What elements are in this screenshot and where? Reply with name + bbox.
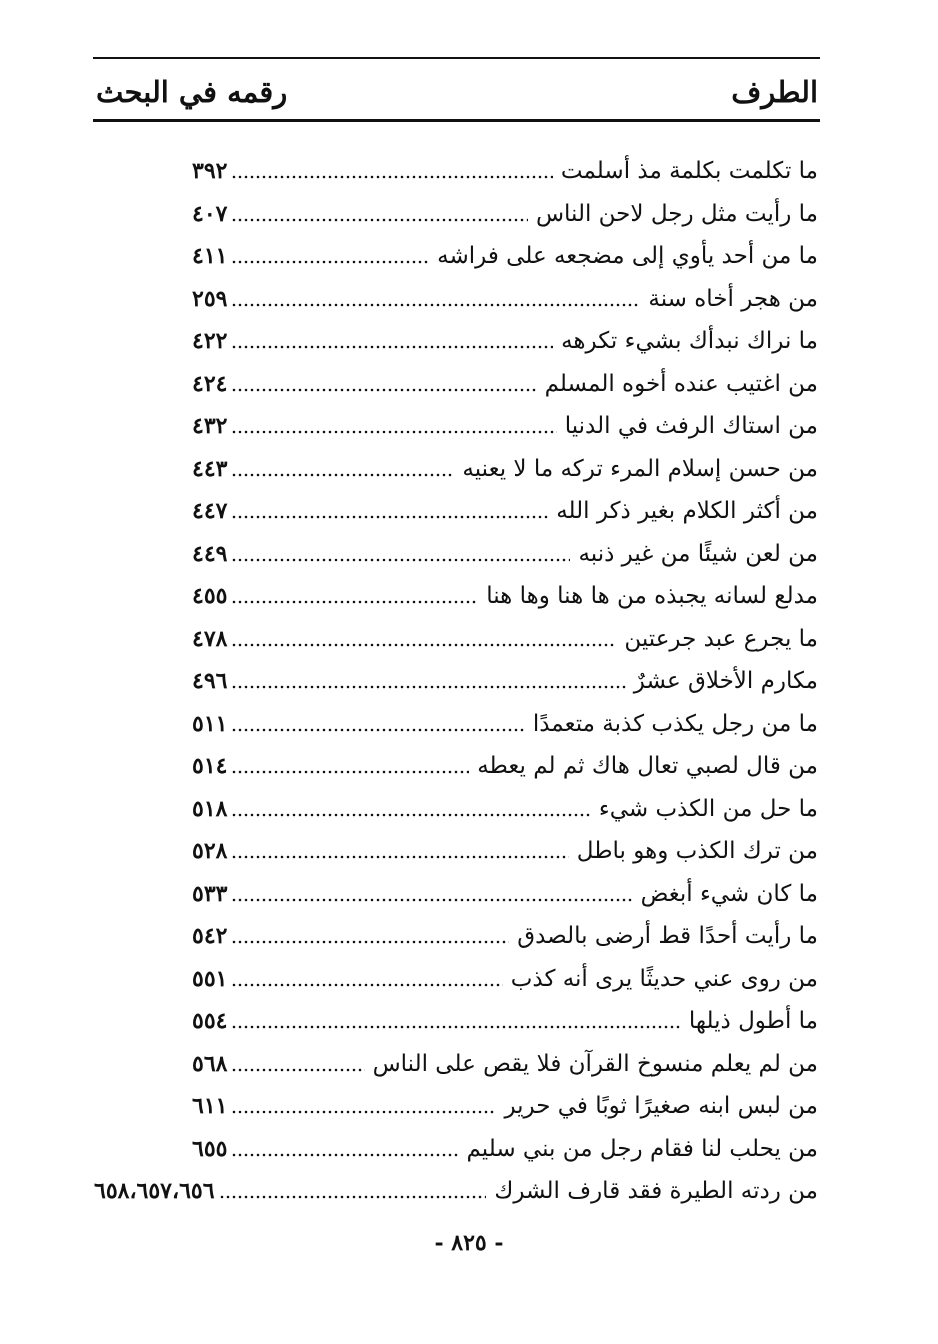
dot-leader [219, 1195, 487, 1199]
column-header-reference: رقمه في البحث [96, 75, 288, 109]
index-entry [192, 915, 818, 957]
index-entry [192, 150, 818, 192]
index-entry [192, 1085, 818, 1127]
dot-leader [231, 940, 509, 944]
dot-leader [231, 473, 454, 477]
entry-reference: ٥٥١ [192, 965, 228, 992]
dot-leader [231, 388, 536, 392]
dot-leader [231, 685, 625, 689]
dot-leader [231, 430, 556, 434]
entry-reference: ٤٧٨ [192, 625, 228, 652]
dot-leader [231, 1068, 364, 1072]
index-entry [192, 490, 818, 532]
dot-leader [231, 1153, 458, 1157]
entry-phrase: من اغتيب عنده أخوه المسلم [544, 370, 818, 397]
top-rule [93, 57, 820, 59]
dot-leader [231, 643, 616, 647]
entry-reference: ٥٥٤ [192, 1008, 228, 1034]
index-entry [192, 1128, 818, 1170]
entry-reference: ٤٣٢ [192, 413, 228, 439]
dot-leader [231, 855, 568, 859]
index-entry [192, 830, 818, 872]
entry-phrase: من حسن إسلام المرء تركه ما لا يعنيه [462, 455, 818, 482]
page-number: - ٨٢٥ - [434, 1230, 504, 1256]
index-entry [192, 788, 818, 830]
entry-phrase: ما تكلمت بكلمة مذ أسلمت [560, 158, 818, 184]
dot-leader [231, 600, 478, 604]
dot-leader [231, 303, 640, 307]
entry-phrase: من ترك الكذب وهو باطل [576, 838, 818, 864]
entry-reference: ٤١١ [192, 243, 228, 269]
entry-reference: ٥٦٨ [192, 1050, 228, 1077]
entry-reference: ٥١٨ [192, 795, 228, 822]
index-entry [192, 958, 818, 1000]
entry-reference: ٤٤٩ [192, 540, 228, 567]
entry-reference: ٤٤٣ [192, 455, 228, 482]
entry-phrase: ما نراك نبدأك بشيء تكرهه [561, 328, 818, 354]
entry-reference: ٤٢٢ [192, 328, 228, 354]
index-entry [192, 235, 818, 277]
entry-phrase: من استاك الرفث في الدنيا [564, 413, 818, 439]
dot-leader [231, 728, 524, 732]
index-entry [192, 405, 818, 447]
entry-phrase: ما من رجل يكذب كذبة متعمدًا [532, 710, 818, 737]
entry-phrase: ما حل من الكذب شيء [598, 795, 818, 822]
entry-reference: ٣٩٢ [192, 158, 228, 184]
entry-reference: ٤٩٦ [192, 668, 228, 694]
entry-phrase: من ردته الطيرة فقد قارف الشرك [494, 1178, 818, 1204]
entry-reference: ٦١١ [192, 1093, 228, 1119]
dot-leader [231, 983, 502, 987]
dot-leader [231, 515, 548, 519]
entry-phrase: من لم يعلم منسوخ القرآن فلا يقص على الناس [372, 1050, 818, 1077]
index-entry [192, 618, 818, 660]
dot-leader [231, 1025, 680, 1029]
entry-phrase: ما رأيت أحدًا قط أرضى بالصدق [517, 923, 818, 949]
index-entry [192, 278, 818, 320]
entry-phrase: مدلع لسانه يجبذه من ها هنا وها هنا [486, 583, 818, 609]
entry-phrase: من يحلب لنا فقام رجل من بني سليم [466, 1135, 818, 1162]
index-entry [192, 660, 818, 702]
index-entry [192, 320, 818, 362]
index-entry [94, 1170, 818, 1212]
column-header-phrase: الطرف [731, 75, 818, 109]
entry-reference: ٥١١ [192, 710, 228, 737]
index-entry [192, 575, 818, 617]
entry-phrase: من لعن شيئًا من غير ذنبه [578, 540, 818, 567]
entry-reference: ٥٢٨ [192, 838, 228, 864]
index-entry [192, 703, 818, 745]
entry-reference: ٢٥٩ [192, 285, 228, 312]
header-rule [93, 119, 820, 122]
entry-reference: ٥٣٣ [192, 880, 228, 907]
entry-reference: ٥١٤ [192, 753, 228, 779]
index-entry [192, 193, 818, 235]
dot-leader [231, 1110, 496, 1114]
index-entry [192, 448, 818, 490]
dot-leader [231, 218, 527, 222]
entry-reference: ٥٤٢ [192, 923, 228, 949]
entry-phrase: ما أطول ذيلها [688, 1008, 818, 1034]
entry-phrase: ما كان شيء أبغض [640, 880, 818, 907]
index-entry [192, 745, 818, 787]
entry-phrase: من أكثر الكلام بغير ذكر الله [556, 498, 818, 524]
entry-reference: ٤٤٧ [192, 498, 228, 524]
index-entry [192, 363, 818, 405]
entry-reference: ٤٥٥ [192, 583, 228, 609]
entry-phrase: من هجر أخاه سنة [648, 285, 818, 312]
entry-reference: ٤٠٧ [192, 200, 228, 227]
entry-phrase: ما يجرع عبد جرعتين [624, 625, 818, 652]
dot-leader [231, 770, 469, 774]
index-entry [192, 1000, 818, 1042]
dot-leader [231, 175, 552, 179]
index-entry [192, 1043, 818, 1085]
dot-leader [231, 898, 632, 902]
entry-phrase: ما رأيت مثل رجل لاحن الناس [535, 200, 818, 227]
dot-leader [231, 558, 570, 562]
entry-reference: ٤٢٤ [192, 370, 228, 397]
dot-leader [231, 260, 429, 264]
entry-reference: ٦٥٨،٦٥٧،٦٥٦ [94, 1178, 215, 1204]
dot-leader [231, 813, 590, 817]
entry-reference: ٦٥٥ [192, 1135, 228, 1162]
entry-phrase: من روى عني حديثًا يرى أنه كذب [510, 965, 818, 992]
entry-phrase: مكارم الأخلاق عشرٌ [633, 668, 818, 694]
entry-phrase: من قال لصبي تعال هاك ثم لم يعطه [477, 753, 818, 779]
entry-phrase: من لبس ابنه صغيرًا ثوبًا في حرير [504, 1093, 818, 1119]
index-entry [192, 533, 818, 575]
dot-leader [231, 345, 553, 349]
index-entry [192, 873, 818, 915]
entry-phrase: ما من أحد يأوي إلى مضجعه على فراشه [437, 243, 818, 269]
